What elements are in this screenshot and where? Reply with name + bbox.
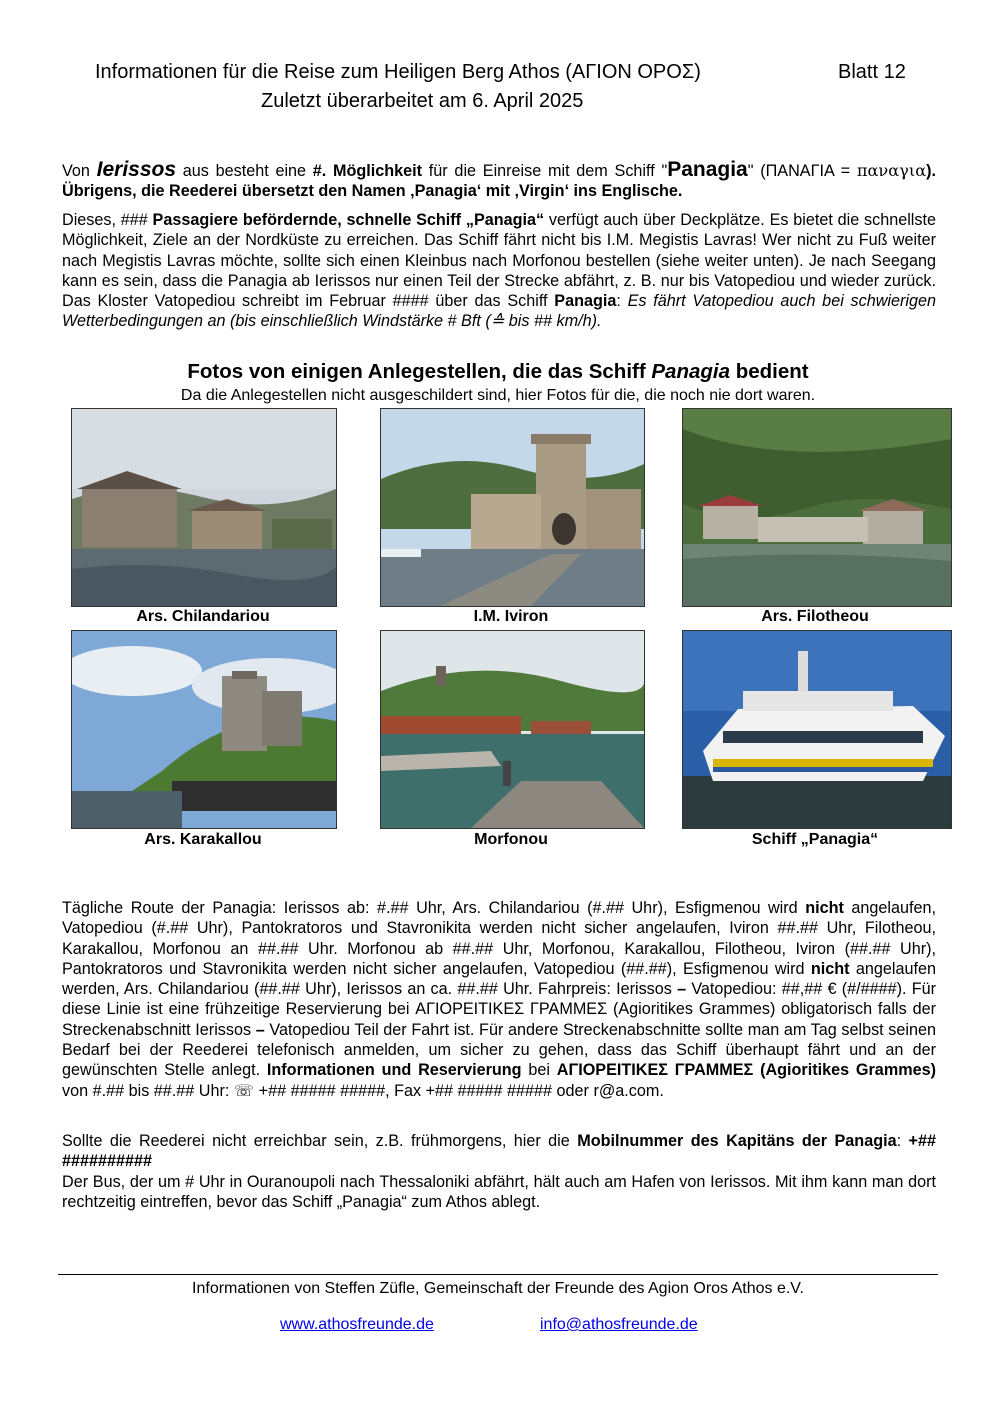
bus-paragraph: Der Bus, der um # Uhr in Ouranoupoli nach Thessaloniki abfährt, hält auch am Hafen von Ierissos. Mit ihm kann man dort rechtzeitig eintreffen, bevor das Schiff „Panagia“ zum Athos ablegt. (62, 1173, 936, 1212)
photo-iviron (380, 408, 645, 607)
photo-filotheou (682, 408, 952, 607)
footer-info: Informationen von Steffen Züfle, Gemeinschaft der Freunde des Agion Oros Athos e.V. (192, 1280, 804, 1297)
caption-chilandariou: Ars. Chilandariou (136, 608, 270, 625)
photo-karakallou (71, 630, 337, 829)
captain-paragraph: Sollte die Reederei nicht erreichbar sein, z.B. frühmorgens, hier die Mobilnummer des Kapitäns der Panagia: +## ########## (62, 1132, 936, 1171)
photos-section-subtitle: Da die Anlegestellen nicht ausgeschildert sind, hier Fotos für die, die noch nie dort waren. (180, 387, 816, 404)
photo-chilandariou (71, 408, 337, 607)
photo-morfonou (380, 630, 645, 829)
photo-ship-panagia (682, 630, 952, 829)
caption-morfonou: Morfonou (474, 831, 548, 848)
intro-paragraph-1: Von Ierissos aus besteht eine #. Möglichkeit für die Einreise mit dem Schiff "Panagia" (ΠΑΝΑΓΙΑ = παναγια). Übrigens, die Reederei übersetzt den Namen ‚Panagia‘ mit ‚Virgin‘ ins Englische. (62, 158, 937, 201)
intro-paragraph-2: Dieses, ### Passagiere befördernde, schnelle Schiff „Panagia“ verfügt auch über Deckplätze. Es bietet die schnellste Möglichkeit, Ziele an der Nordküste zu erreichen. Das Schiff fährt nicht bis I.M. Megistis Lavras! Wer nicht zu Fuß weiter nach Megistis Lavras möchte, sollte sich einen Kleinbus nach Morfonou bestellen (siehe weiter unten). Je nach Seegang kann es sein, dass die Panagia ab Ierissos nur einen Teil der Strecke abfährt, z. B. nur bis Vatopediou und wieder zurück. Das Kloster Vatopediou schreibt im Februar #### über das Schiff Panagia: Es fährt Vatopediou auch bei schwierigen Wetterbedingungen an (bis einschließlich Windstärke # Bft (≙ bis ## km/h). (62, 211, 936, 331)
caption-iviron: I.M. Iviron (473, 608, 549, 625)
last-updated: Zuletzt überarbeitet am 6. April 2025 (261, 90, 584, 112)
caption-ship-panagia: Schiff „Panagia“ (751, 831, 879, 848)
caption-filotheou: Ars. Filotheou (761, 608, 869, 625)
photos-section-title: Fotos von einigen Anlegestellen, die das Schiff Panagia bedient (187, 360, 809, 383)
website-link[interactable]: www.athosfreunde.de (280, 1316, 434, 1333)
route-paragraph: Tägliche Route der Panagia: Ierissos ab: #.## Uhr, Ars. Chilandariou (#.## Uhr), Esfigmenou wird nicht angelaufen, Vatopediou (#.## Uhr), Pantokratoros und Stavronikita werden nicht sicher angelaufen, Iviron ##.## Uhr, Filotheou, Karakallou, Morfonou an ##.## Uhr. Morfonou ab ##.## Uhr, Morfonou, Karakallou, Filotheou, Iviron (##.## Uhr), Pantokratoros und Stavronikita werden nicht sicher angelaufen, Vatopediou (##.##), Esfigmenou wird nicht angelaufen werden, Ars. Chilandariou (##.## Uhr), Ierissos an ca. ##.## Uhr. Fahrpreis: Ierissos – Vatopediou: ##,## € (#/####). Für diese Linie ist eine frühzeitige Reservierung bei ΑΓΙΟΡΕΙΤΙΚΕΣ ΓΡΑΜΜΕΣ (Agioritikes Grammes) obligatorisch falls der Streckenabschnitt Ierissos – Vatopediou Teil der Fahrt ist. Für andere Streckenabschnitte sollte man am Tag selbst seinen Bedarf bei der Reederei telefonisch anmelden, um sicher zu gehen, dass das Schiff überhaupt fährt und an der gewünschten Stelle anlegt. Informationen und Reservierung bei ΑΓΙΟΡΕΙΤΙΚΕΣ ΓΡΑΜΜΕΣ (Agioritikes Grammes) von #.## bis ##.## Uhr: ☏ +## ##### #####, Fax +## ##### ##### oder r@a.com. (62, 899, 936, 1100)
footer-divider (58, 1274, 938, 1275)
email-link[interactable]: info@athosfreunde.de (540, 1316, 698, 1333)
sheet-number: Blatt 12 (838, 61, 906, 83)
caption-karakallou: Ars. Karakallou (144, 831, 262, 848)
document-title: Informationen für die Reise zum Heiligen Berg Athos (ΑΓΙΟΝ ΟΡΟΣ) (95, 61, 701, 83)
